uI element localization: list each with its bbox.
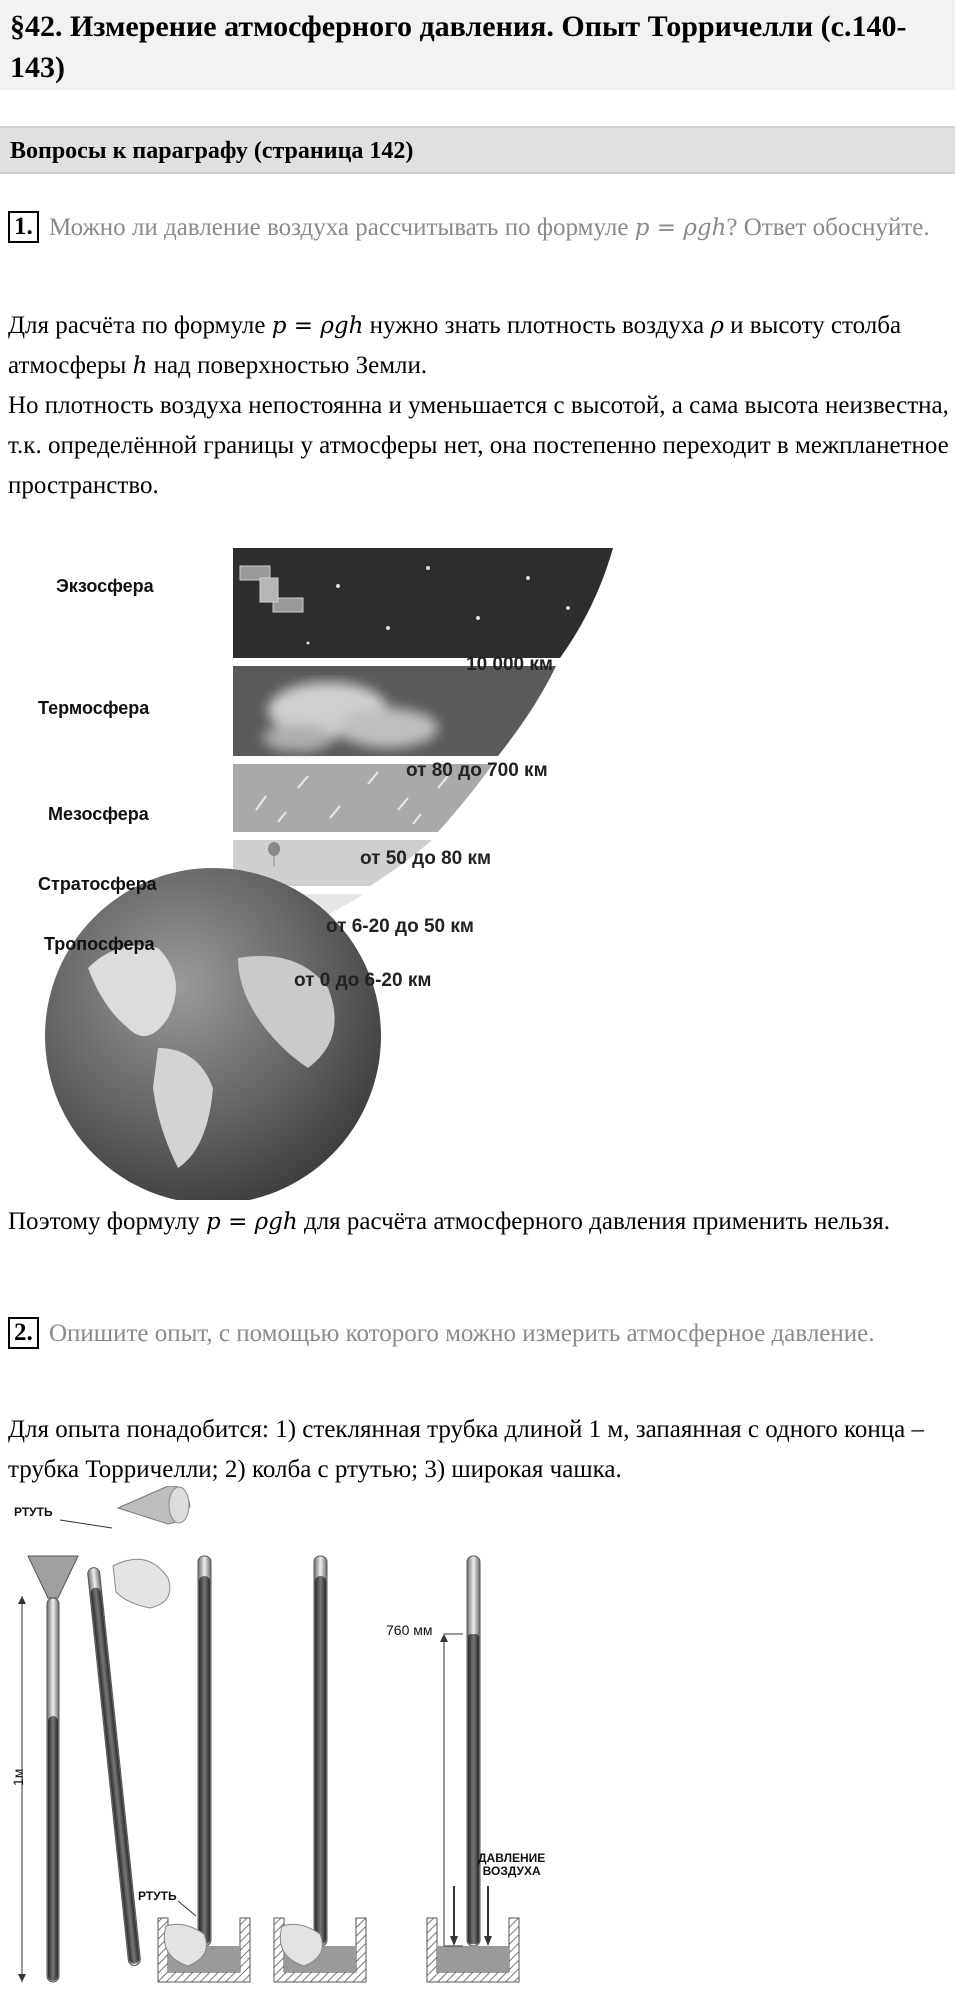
answer-2: Для опыта понадобится: 1) стеклянная трубка длиной 1 м, запаянная с одного конца – трубка Торричелли; 2) колба с ртутью; 3) широкая чашка. [8,1416,925,1483]
layer-name-exosphere: Экзосфера [56,576,154,596]
layer-height-exosphere: 10 000 км [466,654,553,675]
question-2 [8,1314,953,1354]
torricelli-experiment-figure [8,1486,953,2000]
label-column-height: 760 мм [386,1622,433,1638]
layer-height-mesosphere: от 50 до 80 км [360,848,492,869]
question-number: 1. [8,211,39,243]
torricelli-illustration [8,1486,953,2000]
question-1 [8,208,953,248]
label-mercury-dish: РТУТЬ [138,1889,177,1903]
answer-1: Для расчёта по формуле p = ρgh нужно знать плотность воздуха ρ и высоту столба атмосферы h над поверхностью Земли. Но плотность воздуха непостоянна и уменьшается с высотой, а сама высота неизвестна, т.к. определённой границы у атмосферы нет, она постепенно переходит в межпланетное пространство. [8,312,949,499]
question-number: 2. [8,1317,39,1349]
layer-name-troposphere: Тропосфера [44,934,155,954]
answer-explanation: Но плотность воздуха непостоянна и уменьшается с высотой, а сама высота неизвестна, т.к. определённой границы у атмосферы нет, она постепенно переходит в межпланетное пространство. [8,392,949,499]
answer-1-conclusion: Поэтому формулу p = ρgh для расчёта атмосферного давления применить нельзя. [8,1208,890,1235]
layer-name-mesosphere: Мезосфера [48,804,149,824]
layer-height-stratosphere: от 6-20 до 50 км [326,916,474,937]
label-air-pressure: ДАВЛЕНИЕ ВОЗДУХА [478,1851,546,1878]
label-tube-length: 1м [10,1768,26,1786]
label-mercury-flask: РТУТЬ [14,1505,53,1519]
layer-height-thermosphere: от 80 до 700 км [406,760,548,781]
atmosphere-layers-figure [8,548,618,1200]
question-text: Опишите опыт, с помощью которого можно измерить атмосферное давление. [49,1320,875,1347]
layer-name-thermosphere: Термосфера [38,698,150,718]
question-text: Можно ли давление воздуха рассчитывать по формуле p = ρgh? Ответ обоснуйте. [49,214,930,241]
layer-height-troposphere: от 0 до 6-20 км [294,970,432,991]
section-title: Вопросы к параграфу (страница 142) [0,126,955,174]
page-title: §42. Измерение атмосферного давления. Опыт Торричелли (с.140-143) [0,0,955,90]
layer-name-stratosphere: Стратосфера [38,874,157,894]
